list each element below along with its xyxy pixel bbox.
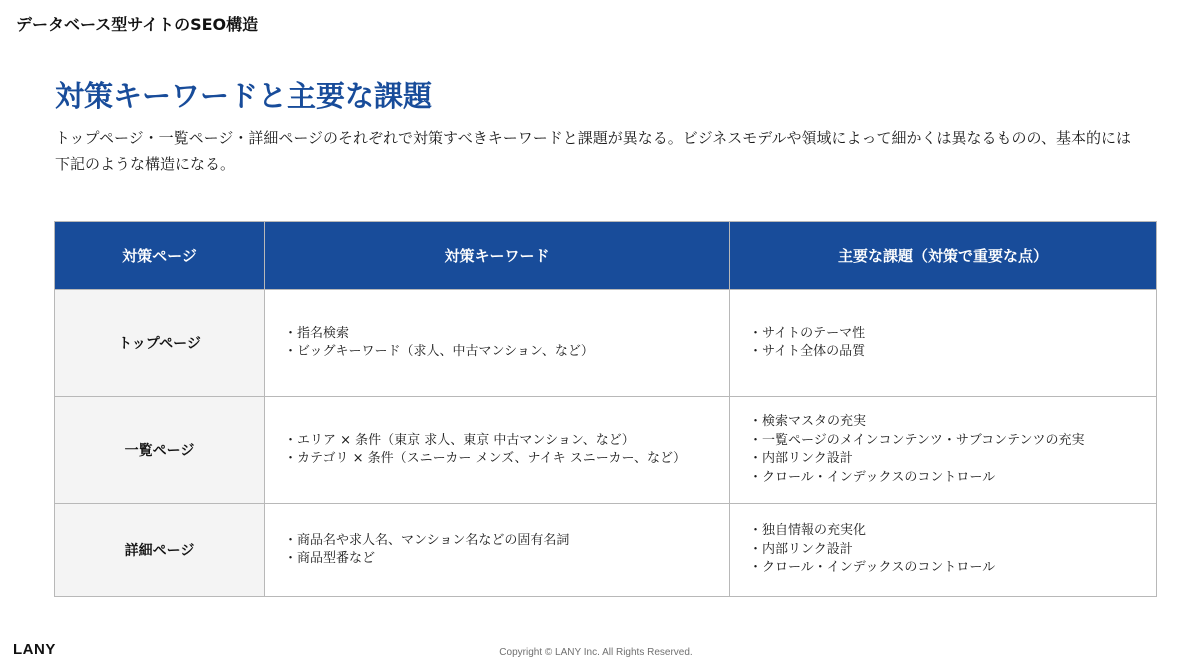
row-keywords-cell	[265, 504, 730, 597]
list-item: ・一覧ページのメインコンテンツ・サブコンテンツの充実	[749, 432, 1085, 448]
issue-list	[749, 413, 1156, 487]
list-item: ・独自情報の充実化	[749, 523, 867, 539]
issue-list	[749, 325, 1156, 362]
list-item: ・ビッグキーワード（求人、中古マンション、など）	[284, 344, 594, 359]
keyword-issue-table	[54, 221, 1157, 597]
keyword-list	[284, 432, 729, 469]
list-item: ・カテゴリ × 条件（スニーカー メンズ、ナイキ スニーカー、など）	[284, 451, 686, 466]
list-item: ・指名検索	[284, 325, 350, 341]
list-item: ・サイトのテーマ性	[749, 325, 866, 341]
row-issues-cell	[730, 504, 1157, 597]
column-header-issues: 主要な課題（対策で重要な点）	[730, 222, 1157, 290]
list-item: ・検索マスタの充実	[749, 414, 867, 429]
table-row	[55, 397, 1157, 504]
lead-paragraph: トップページ・一覧ページ・詳細ページのそれぞれで対策すべきキーワードと課題が異なる。ビジネスモデルや領域によって細かくは異なるものの、基本的には下記のような構造になる。	[55, 129, 1131, 173]
issue-list	[749, 522, 1156, 578]
row-page-label: トップページ	[55, 290, 265, 397]
list-item: ・商品型番など	[284, 551, 376, 566]
row-page-label: 詳細ページ	[55, 504, 265, 597]
table-row	[55, 290, 1157, 397]
page-title: 対策キーワードと主要な課題	[55, 79, 433, 113]
list-item: ・クロール・インデックスのコントロール	[749, 560, 996, 576]
copyright-text: Copyright © LANY Inc. All Rights Reserved.	[499, 647, 693, 658]
column-header-page: 対策ページ	[55, 222, 265, 290]
table-row	[55, 504, 1157, 597]
table-header-row	[55, 222, 1157, 290]
list-item: ・内部リンク設計	[749, 541, 853, 557]
row-issues-cell	[730, 397, 1157, 504]
row-keywords-cell	[265, 397, 730, 504]
list-item: ・内部リンク設計	[749, 451, 853, 466]
list-item: ・商品名や求人名、マンション名などの固有名詞	[284, 532, 570, 548]
row-keywords-cell	[265, 290, 730, 397]
keyword-list	[284, 532, 729, 569]
list-item: ・クロール・インデックスのコントロール	[749, 469, 996, 485]
keyword-list	[284, 325, 729, 362]
company-logo: LANY	[13, 641, 56, 658]
slide-header-title: データベース型サイトのSEO構造	[16, 15, 259, 34]
row-page-label: 一覧ページ	[55, 397, 265, 504]
row-issues-cell	[730, 290, 1157, 397]
list-item: ・エリア × 条件（東京 求人、東京 中古マンション、など）	[284, 432, 635, 448]
list-item: ・サイト全体の品質	[749, 344, 866, 359]
column-header-keywords: 対策キーワード	[265, 222, 730, 290]
